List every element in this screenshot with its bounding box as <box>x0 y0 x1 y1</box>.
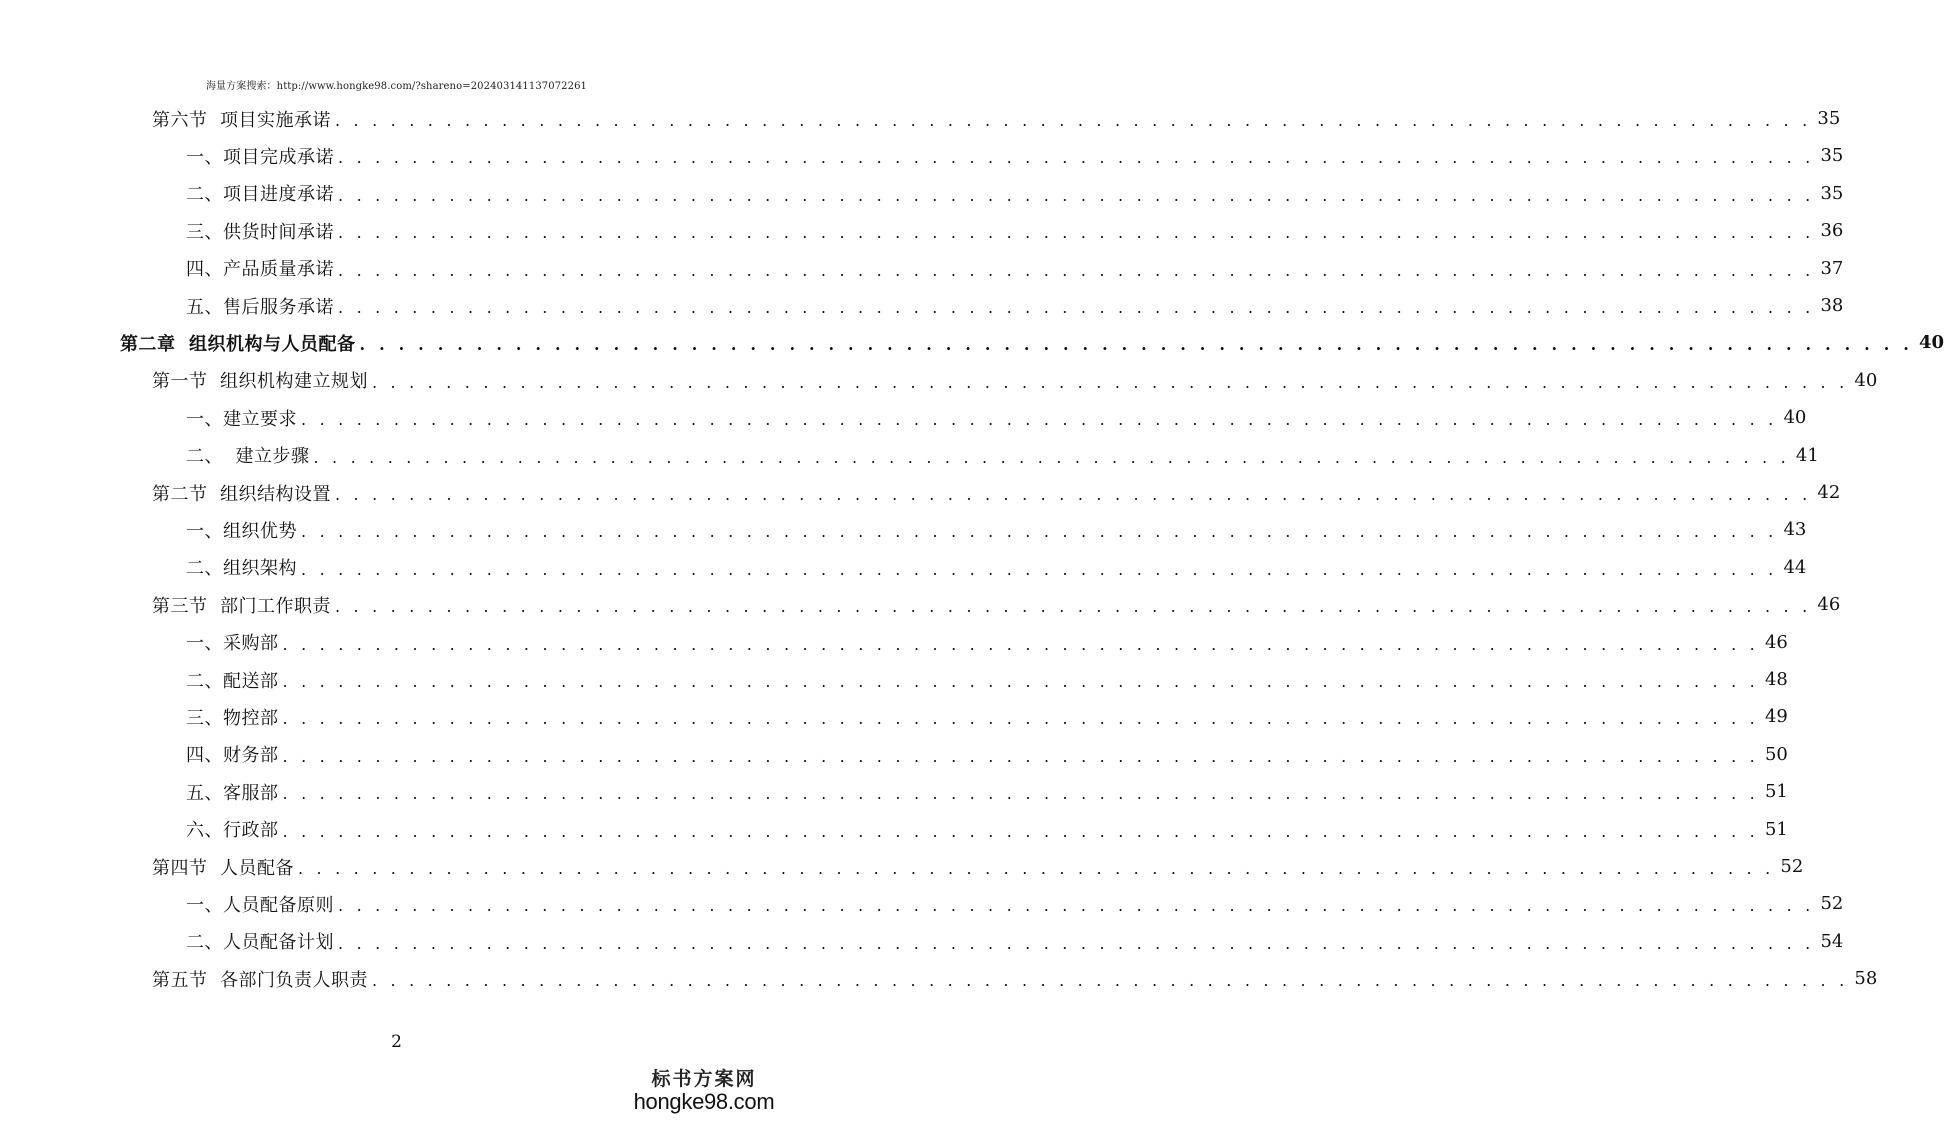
toc-entry[interactable] <box>186 698 1788 735</box>
toc-entry[interactable] <box>186 923 1844 960</box>
toc-entry[interactable] <box>186 885 1844 922</box>
toc-entry-page: 50 <box>1764 743 1788 765</box>
toc-entry-label: 第一节 组织机构建立规划 <box>152 371 368 393</box>
toc-entry[interactable] <box>152 960 1878 997</box>
toc-entry-page: 49 <box>1764 706 1788 728</box>
toc-entry-label: 一、建立要求 <box>186 408 297 430</box>
toc-dot-leader: . . . . . . . . . . . . . . . . . . . . . . . . . . . . . . . . . . . . . . . . . . . . . . . . . . . . . . . . . . . . . . . . . . . . . . . . . . . . . . . . <box>338 223 1815 243</box>
toc-entry-label: 一、采购部 <box>186 633 279 655</box>
toc-entry-label: 二、 建立步骤 <box>186 446 310 468</box>
toc-dot-leader: . . . . . . . . . . . . . . . . . . . . . . . . . . . . . . . . . . . . . . . . . . . . . . . . . . . . . . . . . . . . . . . . . . . . . . . . . . . . . . . . <box>297 859 1775 878</box>
toc-entry[interactable] <box>186 736 1788 773</box>
toc-dot-leader: . . . . . . . . . . . . . . . . . . . . . . . . . . . . . . . . . . . . . . . . . . . . . . . . . . . . . . . . . . . . . . . . . . . . . . . . . . . . . . . . <box>282 784 1759 804</box>
watermark-cn-text: 标书方案网 <box>651 1068 757 1090</box>
toc-dot-leader: . . . . . . . . . . . . . . . . . . . . . . . . . . . . . . . . . . . . . . . . . . . . . . . . . . . . . . . . . . . . . . . . . . . . . . . . . . . . . . . . <box>282 709 1759 729</box>
toc-dot-leader: . . . . . . . . . . . . . . . . . . . . . . . . . . . . . . . . . . . . . . . . . . . . . . . . . . . . . . . . . . . . . . . . . . . . . . . . . . . . . . . . <box>313 447 1790 467</box>
toc-entry[interactable] <box>186 624 1788 661</box>
toc-entry-label: 五、客服部 <box>186 782 279 804</box>
toc-entry[interactable] <box>152 100 1841 137</box>
toc-entry-label: 一、项目完成承诺 <box>186 146 334 168</box>
toc-entry-page: 35 <box>1817 108 1841 129</box>
toc-entry[interactable] <box>120 324 1944 361</box>
toc-dot-leader: . . . . . . . . . . . . . . . . . . . . . . . . . . . . . . . . . . . . . . . . . . . . . . . . . . . . . . . . . . . . . . . . . . . . . . . . . . . . . . . . <box>301 559 1778 579</box>
toc-dot-leader: . . . . . . . . . . . . . . . . . . . . . . . . . . . . . . . . . . . . . . . . . . . . . . . . . . . . . . . . . . . . . . . . . . . . . . . . . . . . . . . . <box>371 372 1849 392</box>
toc-entry-label: 三、物控部 <box>186 707 279 729</box>
toc-entry-label: 第五节 各部门负责人职责 <box>152 969 368 991</box>
toc-dot-leader: . . . . . . . . . . . . . . . . . . . . . . . . . . . . . . . . . . . . . . . . . . . . . . . . . . . . . . . . . . . . . . . . . . . . . . . . . . . . . . . . <box>338 260 1815 280</box>
toc-entry[interactable] <box>186 250 1844 287</box>
toc-entry-label: 二、组织架构 <box>186 558 297 580</box>
toc-entry-label: 第三节 部门工作职责 <box>152 595 331 617</box>
toc-entry-page: 52 <box>1820 893 1844 915</box>
toc-entry[interactable] <box>186 175 1844 212</box>
toc-entry-label: 二、人员配备计划 <box>186 932 334 954</box>
toc-entry[interactable] <box>186 773 1788 810</box>
toc-entry-label: 第二节 组织结构设置 <box>152 483 331 505</box>
toc-dot-leader: . . . . . . . . . . . . . . . . . . . . . . . . . . . . . . . . . . . . . . . . . . . . . . . . . . . . . . . . . . . . . . . . . . . . . . . . . . . . . . . . <box>301 522 1778 542</box>
toc-entry-label: 四、产品质量承诺 <box>186 259 334 281</box>
toc-entry-page: 37 <box>1820 257 1844 279</box>
toc-dot-leader: . . . . . . . . . . . . . . . . . . . . . . . . . . . . . . . . . . . . . . . . . . . . . . . . . . . . . . . . . . . . . . . . . . . . . . . . . . . . . . . . <box>334 485 1812 504</box>
toc-entry-page: 51 <box>1764 781 1788 803</box>
toc-dot-leader: . . . . . . . . . . . . . . . . . . . . . . . . . . . . . . . . . . . . . . . . . . . . . . . . . . . . . . . . . . . . . . . . . . . . . . . . . . . . . . . . <box>338 933 1815 953</box>
toc-entry[interactable] <box>152 362 1878 399</box>
watermark-en-text: hongke98.com <box>633 1089 775 1114</box>
toc-entry[interactable] <box>186 511 1807 548</box>
toc-entry-page: 35 <box>1820 182 1844 204</box>
toc-entry-label: 第二章 组织机构与人员配备 <box>120 333 356 355</box>
toc-entry-page: 43 <box>1783 519 1807 541</box>
toc-entry[interactable] <box>152 586 1841 623</box>
toc-entry-page: 38 <box>1820 295 1844 316</box>
toc-entry-page: 40 <box>1854 369 1878 391</box>
toc-dot-leader: . . . . . . . . . . . . . . . . . . . . . . . . . . . . . . . . . . . . . . . . . . . . . . . . . . . . . . . . . . . . . . . . . . . . . . . . . . . . . . . . <box>338 148 1815 168</box>
toc-entry[interactable] <box>186 811 1788 848</box>
toc-entry[interactable] <box>186 549 1807 586</box>
toc-entry-page: 40 <box>1919 332 1944 354</box>
toc-entry-page: 58 <box>1854 968 1878 990</box>
toc-dot-leader: . . . . . . . . . . . . . . . . . . . . . . . . . . . . . . . . . . . . . . . . . . . . . . . . . . . . . . . . . . . . . . . . . . . . . . . . . . . . . . . . <box>359 335 1914 355</box>
toc-entry-page: 54 <box>1820 930 1844 952</box>
toc-entry-label: 一、组织优势 <box>186 520 297 542</box>
toc-entry-page: 48 <box>1764 669 1788 690</box>
toc-entry-label: 五、售后服务承诺 <box>186 296 334 318</box>
toc-entry-page: 36 <box>1820 220 1844 242</box>
toc-entry[interactable] <box>186 287 1844 324</box>
toc-entry-page: 44 <box>1783 556 1807 578</box>
toc-dot-leader: . . . . . . . . . . . . . . . . . . . . . . . . . . . . . . . . . . . . . . . . . . . . . . . . . . . . . . . . . . . . . . . . . . . . . . . . . . . . . . . . <box>371 971 1849 991</box>
toc-dot-leader: . . . . . . . . . . . . . . . . . . . . . . . . . . . . . . . . . . . . . . . . . . . . . . . . . . . . . . . . . . . . . . . . . . . . . . . . . . . . . . . . <box>338 896 1815 916</box>
toc-entry-label: 六、行政部 <box>186 820 279 842</box>
toc-entry[interactable] <box>152 848 1804 885</box>
toc-entry[interactable] <box>186 137 1844 174</box>
toc-dot-leader: . . . . . . . . . . . . . . . . . . . . . . . . . . . . . . . . . . . . . . . . . . . . . . . . . . . . . . . . . . . . . . . . . . . . . . . . . . . . . . . . <box>334 111 1812 130</box>
toc-entry-page: 52 <box>1780 856 1804 877</box>
toc-dot-leader: . . . . . . . . . . . . . . . . . . . . . . . . . . . . . . . . . . . . . . . . . . . . . . . . . . . . . . . . . . . . . . . . . . . . . . . . . . . . . . . . <box>338 298 1815 317</box>
toc-entry-label: 二、项目进度承诺 <box>186 184 334 206</box>
toc-entry[interactable] <box>186 661 1788 698</box>
header-search-note: 海量方案搜索：http://www.hongke98.com/?shareno=202403141137072261 <box>205 81 588 92</box>
toc-entry-label: 第六节 项目实施承诺 <box>152 109 331 131</box>
page-number: 2 <box>391 1032 402 1052</box>
toc-dot-leader: . . . . . . . . . . . . . . . . . . . . . . . . . . . . . . . . . . . . . . . . . . . . . . . . . . . . . . . . . . . . . . . . . . . . . . . . . . . . . . . . <box>338 185 1815 205</box>
toc-entry-page: 41 <box>1795 444 1819 466</box>
toc-entry-label: 二、配送部 <box>186 670 279 692</box>
toc-entry[interactable] <box>152 474 1841 511</box>
toc-entry-page: 42 <box>1817 482 1841 503</box>
toc-dot-leader: . . . . . . . . . . . . . . . . . . . . . . . . . . . . . . . . . . . . . . . . . . . . . . . . . . . . . . . . . . . . . . . . . . . . . . . . . . . . . . . . <box>334 597 1812 617</box>
toc-entry[interactable] <box>186 437 1819 474</box>
toc-dot-leader: . . . . . . . . . . . . . . . . . . . . . . . . . . . . . . . . . . . . . . . . . . . . . . . . . . . . . . . . . . . . . . . . . . . . . . . . . . . . . . . . <box>282 634 1759 654</box>
toc-entry-label: 一、人员配备原则 <box>186 894 334 916</box>
toc-entry-page: 46 <box>1764 631 1788 653</box>
toc-dot-leader: . . . . . . . . . . . . . . . . . . . . . . . . . . . . . . . . . . . . . . . . . . . . . . . . . . . . . . . . . . . . . . . . . . . . . . . . . . . . . . . . <box>282 746 1759 766</box>
watermark-logo <box>629 1068 779 1114</box>
toc-entry-page: 46 <box>1817 594 1841 616</box>
toc-entry[interactable] <box>186 212 1844 249</box>
toc-entry-label: 第四节 人员配备 <box>152 857 294 879</box>
toc-entry-page: 51 <box>1764 818 1788 840</box>
toc-dot-leader: . . . . . . . . . . . . . . . . . . . . . . . . . . . . . . . . . . . . . . . . . . . . . . . . . . . . . . . . . . . . . . . . . . . . . . . . . . . . . . . . <box>282 821 1759 841</box>
toc-entry-label: 三、供货时间承诺 <box>186 221 334 243</box>
toc-entry-label: 四、财务部 <box>186 745 279 767</box>
toc-entry[interactable] <box>186 399 1807 436</box>
toc-entry-page: 35 <box>1820 145 1844 167</box>
toc-dot-leader: . . . . . . . . . . . . . . . . . . . . . . . . . . . . . . . . . . . . . . . . . . . . . . . . . . . . . . . . . . . . . . . . . . . . . . . . . . . . . . . . <box>301 410 1778 430</box>
toc-entry-page: 40 <box>1783 407 1807 429</box>
toc-dot-leader: . . . . . . . . . . . . . . . . . . . . . . . . . . . . . . . . . . . . . . . . . . . . . . . . . . . . . . . . . . . . . . . . . . . . . . . . . . . . . . . . <box>282 672 1759 691</box>
